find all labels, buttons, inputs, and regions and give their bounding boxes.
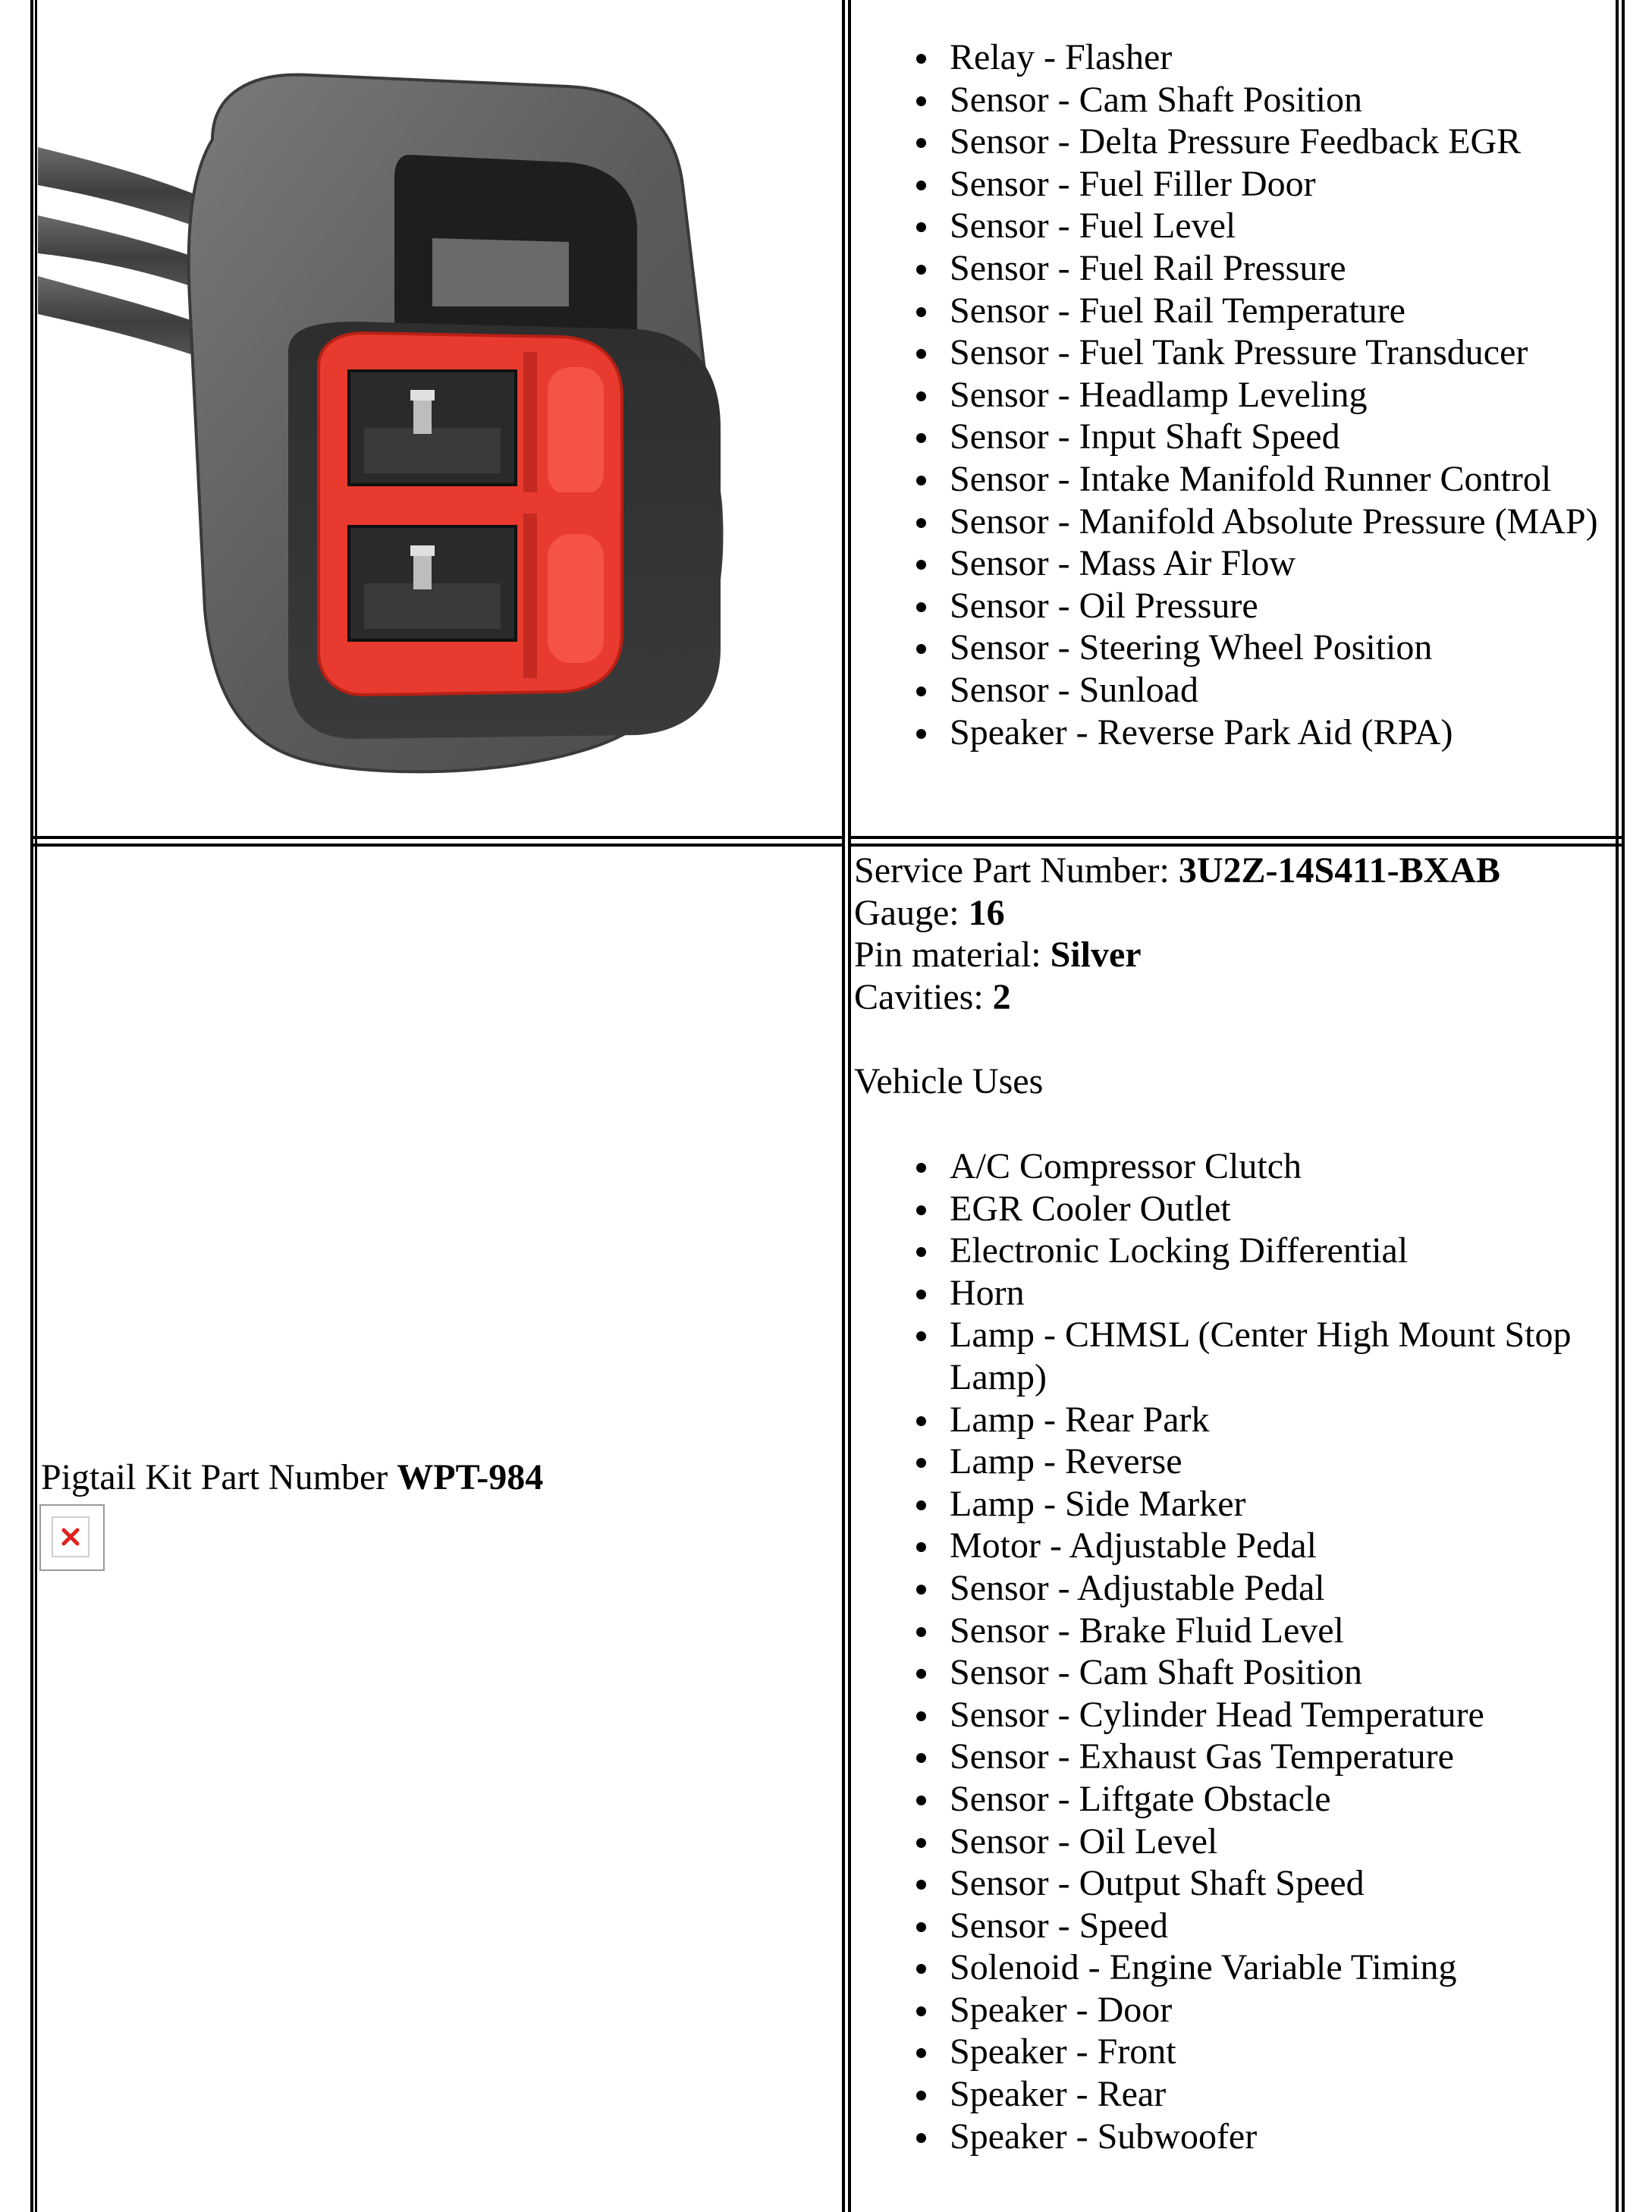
list-item-text: Sensor - Cam Shaft Position: [950, 79, 1363, 120]
list-item: [851, 1399, 1616, 1441]
list-item: [851, 1525, 1616, 1567]
list-item: [851, 1946, 1616, 1989]
broken-image-icon[interactable]: [39, 1504, 105, 1571]
gauge-value: 16: [968, 892, 1005, 933]
row-divider-upper-right: [848, 836, 1622, 839]
list-item-text: Sensor - Liftgate Obstacle: [950, 1778, 1331, 1819]
bullet-icon: [916, 2048, 926, 2058]
top-uses-list: [851, 36, 1616, 753]
list-item-text: Electronic Locking Differential: [950, 1230, 1409, 1271]
bullet-icon: [916, 1542, 926, 1552]
list-item-text: Sensor - Exhaust Gas Temperature: [950, 1736, 1454, 1777]
top-uses-cell: [851, 36, 1616, 753]
list-item: [851, 163, 1616, 206]
bottom-uses-list: [851, 1145, 1616, 2157]
bullet-icon: [916, 1416, 926, 1426]
bullet-icon: [916, 222, 926, 232]
cavities-line: [854, 976, 1616, 1019]
list-item: [851, 36, 1616, 79]
bullet-icon: [916, 729, 926, 739]
row-divider-upper: [33, 836, 845, 839]
list-item-text: Sensor - Speed: [950, 1905, 1168, 1946]
bullet-icon: [916, 1585, 926, 1595]
list-item: [851, 2116, 1616, 2158]
service-part-value: 3U2Z-14S411-BXAB: [1178, 850, 1500, 891]
bullet-icon: [916, 518, 926, 528]
gauge-line: [854, 892, 1616, 935]
list-item: [851, 2031, 1616, 2073]
list-item-text: EGR Cooler Outlet: [950, 1188, 1231, 1229]
list-item-text: Speaker - Rear: [950, 2074, 1167, 2115]
list-item: [851, 1694, 1616, 1736]
pin-material-line: [854, 934, 1616, 976]
bullet-icon: [916, 1290, 926, 1299]
bullet-icon: [916, 181, 926, 190]
red-x-icon: [52, 1518, 90, 1556]
list-item-text: Motor - Adjustable Pedal: [950, 1525, 1317, 1566]
list-item-text: Sensor - Fuel Level: [950, 206, 1236, 247]
list-item-text: Lamp - Side Marker: [950, 1483, 1246, 1524]
table-border-left-outer: [30, 0, 33, 2212]
list-item: [851, 121, 1616, 163]
bullet-icon: [916, 1247, 926, 1257]
bullet-icon: [916, 1331, 926, 1341]
list-item: [851, 2073, 1616, 2116]
list-item-text: Sensor - Oil Pressure: [950, 585, 1258, 626]
list-item-text: Sensor - Fuel Filler Door: [950, 163, 1316, 204]
bullet-icon: [916, 138, 926, 148]
list-item-text: Lamp - CHMSL (Center High Mount Stop Lamp): [950, 1315, 1572, 1397]
list-item-text: Sensor - Steering Wheel Position: [950, 627, 1433, 668]
specs-cell: [854, 850, 1616, 1103]
bullet-icon: [916, 1458, 926, 1468]
list-item-text: A/C Compressor Clutch: [950, 1146, 1302, 1186]
bullet-icon: [916, 687, 926, 696]
pigtail-part-number[interactable]: WPT-984: [397, 1457, 544, 1497]
list-item: [851, 331, 1616, 374]
list-item: [851, 205, 1616, 247]
bullet-icon: [916, 1880, 926, 1890]
pigtail-label: Pigtail Kit Part Number: [41, 1457, 397, 1497]
list-item: [851, 1905, 1616, 1947]
bullet-icon: [916, 2006, 926, 2016]
bullet-icon: [916, 2133, 926, 2143]
list-item-text: Speaker - Subwoofer: [950, 2116, 1258, 2157]
list-item-text: Lamp - Reverse: [950, 1441, 1182, 1482]
list-item-text: Sensor - Cylinder Head Temperature: [950, 1694, 1484, 1735]
bullet-icon: [916, 2091, 926, 2100]
bullet-icon: [916, 1964, 926, 1974]
list-item-text: Sensor - Fuel Rail Pressure: [950, 247, 1346, 288]
table-border-right-inner: [1616, 0, 1619, 2212]
list-item-text: Speaker - Reverse Park Aid (RPA): [950, 712, 1453, 753]
bullet-icon: [916, 602, 926, 612]
list-item-text: Sensor - Sunload: [950, 669, 1198, 710]
spacer-line: [854, 1018, 1616, 1060]
bullet-icon: [916, 1500, 926, 1510]
connector-photo: [38, 33, 840, 792]
vehicle-uses-heading: Vehicle Uses: [854, 1060, 1044, 1101]
bullet-icon: [916, 1838, 926, 1848]
list-item-text: Sensor - Fuel Rail Temperature: [950, 290, 1405, 331]
list-item-text: Sensor - Intake Manifold Runner Control: [950, 458, 1552, 499]
cavities-label: Cavities:: [854, 976, 993, 1017]
list-item-text: Sensor - Cam Shaft Position: [950, 1652, 1363, 1693]
bullet-icon: [916, 560, 926, 570]
bullet-icon: [916, 1922, 926, 1932]
row-divider-lower-right: [848, 844, 1622, 847]
list-item-text: Lamp - Rear Park: [950, 1399, 1210, 1440]
list-item-text: Relay - Flasher: [950, 37, 1173, 77]
list-item: [851, 1441, 1616, 1483]
list-item-text: Sensor - Mass Air Flow: [950, 543, 1296, 584]
pigtail-kit-line: [41, 1456, 543, 1499]
list-item: [851, 585, 1616, 627]
list-item-text: Solenoid - Engine Variable Timing: [950, 1947, 1457, 1988]
list-item-text: Speaker - Door: [950, 1989, 1173, 2030]
row-divider-lower: [33, 844, 845, 847]
list-item: [851, 1567, 1616, 1610]
list-item-text: Sensor - Input Shaft Speed: [950, 416, 1340, 457]
list-item-text: Sensor - Oil Level: [950, 1821, 1218, 1862]
list-item: [851, 1483, 1616, 1525]
list-item: [851, 1314, 1616, 1398]
cavities-value: 2: [992, 976, 1011, 1017]
bullet-icon: [916, 391, 926, 401]
bullet-icon: [916, 1711, 926, 1721]
bullet-icon: [916, 265, 926, 275]
list-item: [851, 501, 1616, 543]
list-item: [851, 1989, 1616, 2031]
bullet-icon: [916, 1205, 926, 1215]
bullet-icon: [916, 54, 926, 64]
list-item: [851, 416, 1616, 458]
list-item: [851, 1821, 1616, 1863]
bullet-icon: [916, 476, 926, 485]
list-item: [851, 1651, 1616, 1694]
bottom-uses-cell: [851, 1145, 1616, 2157]
bullet-icon: [916, 1627, 926, 1637]
list-item: [851, 712, 1616, 754]
bullet-icon: [916, 307, 926, 317]
list-item: [851, 1610, 1616, 1652]
pin-material-value: Silver: [1050, 935, 1142, 976]
bullet-icon: [916, 1796, 926, 1805]
gauge-label: Gauge:: [854, 892, 969, 933]
list-item-text: Horn: [950, 1272, 1025, 1313]
table-border-left-inner: [35, 0, 37, 2212]
list-item-text: Sensor - Manifold Absolute Pressure (MAP): [950, 501, 1598, 542]
list-item: [851, 458, 1616, 501]
list-item: [851, 669, 1616, 712]
bullet-icon: [916, 1163, 926, 1173]
list-item-text: Sensor - Output Shaft Speed: [950, 1863, 1365, 1904]
list-item: [851, 1188, 1616, 1230]
list-item-text: Sensor - Adjustable Pedal: [950, 1567, 1325, 1608]
list-item: [851, 1736, 1616, 1778]
list-item: [851, 1230, 1616, 1272]
bullet-icon: [916, 433, 926, 443]
bullet-icon: [916, 1669, 926, 1679]
list-item-text: Sensor - Headlamp Leveling: [950, 374, 1368, 415]
bullet-icon: [916, 96, 926, 106]
list-item: [851, 1778, 1616, 1821]
list-item: [851, 1145, 1616, 1188]
list-item-text: Sensor - Fuel Tank Pressure Transducer: [950, 332, 1528, 373]
bullet-icon: [916, 1753, 926, 1763]
service-part-label: Service Part Number:: [854, 850, 1179, 891]
bullet-icon: [916, 644, 926, 654]
list-item-text: Sensor - Delta Pressure Feedback EGR: [950, 121, 1522, 162]
list-item: [851, 1272, 1616, 1315]
list-item: [851, 1862, 1616, 1905]
pin-material-label: Pin material:: [854, 935, 1051, 976]
list-item: [851, 290, 1616, 332]
list-item: [851, 247, 1616, 290]
list-item: [851, 542, 1616, 585]
bullet-icon: [916, 349, 926, 359]
service-part-line: [854, 850, 1616, 892]
list-item-text: Sensor - Brake Fluid Level: [950, 1610, 1344, 1651]
table-border-right-outer: [1622, 0, 1625, 2212]
list-item: [851, 79, 1616, 121]
list-item: [851, 374, 1616, 416]
list-item-text: Speaker - Front: [950, 2031, 1176, 2072]
table-border-mid-left: [842, 0, 845, 2212]
list-item: [851, 627, 1616, 669]
